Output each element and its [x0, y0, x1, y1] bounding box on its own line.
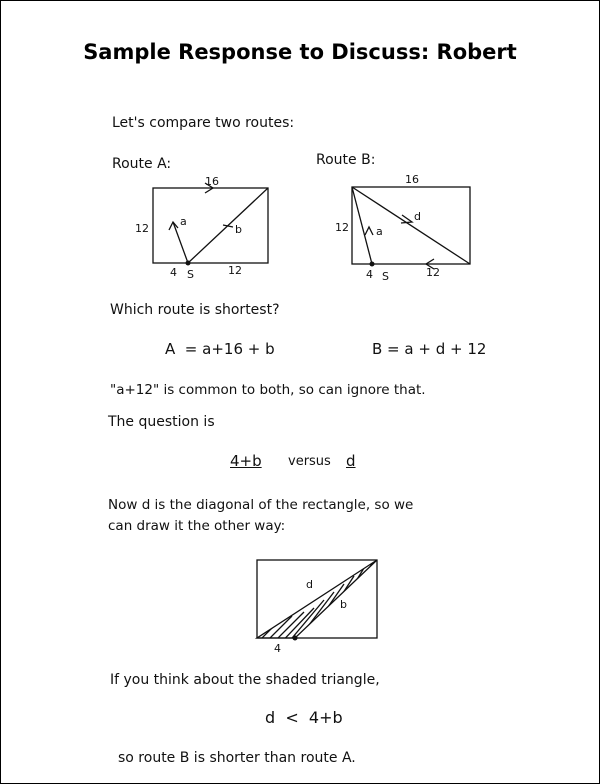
- route-b-bottom-left-label: 4: [366, 268, 373, 281]
- route-b-start-dot: [370, 262, 375, 267]
- route-a-bottom-left-label: 4: [170, 266, 177, 279]
- think-text: If you think about the shaded triangle,: [110, 672, 380, 688]
- route-a-heading: Route A:: [112, 156, 172, 172]
- page-title: Sample Response to Discuss: Robert: [83, 40, 517, 64]
- route-a-s-label: S: [187, 268, 194, 281]
- route-a-b-label: b: [235, 223, 242, 236]
- route-a-path-a: [173, 222, 188, 263]
- route-b-left-label: 12: [335, 221, 349, 234]
- route-b-diagonal-d: [352, 187, 470, 264]
- route-a-rectangle: [153, 188, 268, 263]
- route-a-top-label: 16: [205, 175, 219, 188]
- route-b-top-label: 16: [405, 173, 419, 186]
- versus-left: 4+b: [230, 452, 262, 470]
- now-line-2: can draw it the other way:: [108, 518, 286, 534]
- route-b-diagram: [330, 165, 495, 285]
- diagonal-b-label: b: [340, 598, 347, 611]
- now-line-1: Now d is the diagonal of the rectangle, so we: [108, 497, 414, 513]
- diagonal-diagram: [250, 550, 395, 655]
- question-text: Which route is shortest?: [110, 302, 280, 318]
- diagonal-d-label: d: [306, 578, 313, 591]
- inequality-text: d < 4+b: [265, 708, 343, 727]
- common-text: "a+12" is common to both, so can ignore that.: [110, 382, 426, 398]
- route-b-a-label: a: [376, 225, 383, 238]
- shaded-triangle: [257, 560, 377, 638]
- equation-a: A = a+16 + b: [165, 340, 275, 358]
- route-a-diagram: [125, 170, 290, 285]
- diagonal-start-dot: [293, 636, 298, 641]
- route-a-a-label: a: [180, 215, 187, 228]
- route-b-bottom-right-label: 12: [426, 266, 440, 279]
- versus-right: d: [346, 452, 356, 470]
- intro-text: Let's compare two routes:: [112, 115, 295, 131]
- versus-word: versus: [288, 454, 331, 469]
- route-a-arrow-a: [169, 222, 178, 230]
- route-a-left-label: 12: [135, 222, 149, 235]
- equation-b: B = a + d + 12: [372, 340, 487, 358]
- route-b-s-label: S: [382, 270, 389, 283]
- route-b-arrow-a: [365, 227, 373, 235]
- route-a-start-dot: [186, 261, 191, 266]
- diagonal-four-label: 4: [274, 642, 281, 655]
- route-b-d-label: d: [414, 210, 421, 223]
- conclusion-text: so route B is shorter than route A.: [118, 750, 356, 766]
- question-is-text: The question is: [108, 414, 215, 430]
- route-b-heading: Route B:: [316, 152, 376, 168]
- route-a-bottom-right-label: 12: [228, 264, 242, 277]
